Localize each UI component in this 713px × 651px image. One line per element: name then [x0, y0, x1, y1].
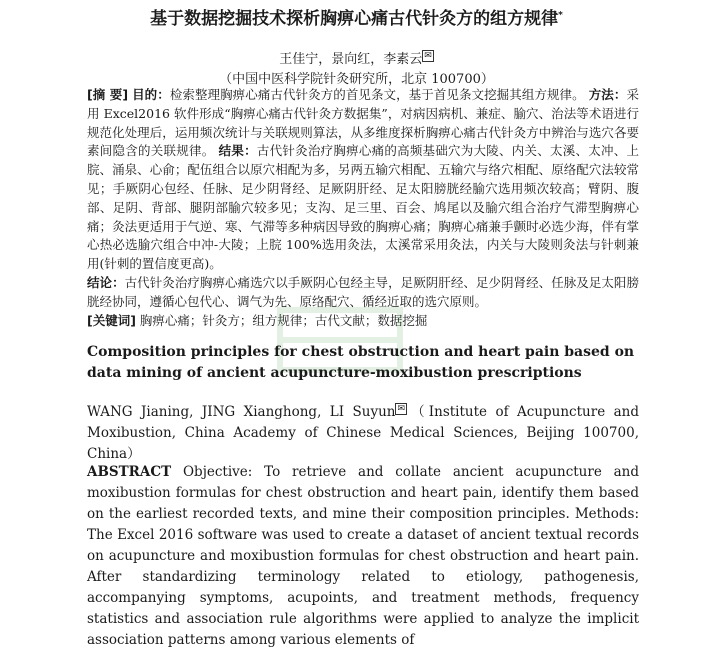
- english-title: Composition principles for chest obstruction and heart pain based on data mining of ancient acupuncture-moxibustion prescriptions: [87, 344, 635, 381]
- methods-label: 方法：: [588, 87, 627, 102]
- keywords-text: 胸痹心痛；针灸方；组方规律；古代文献；数据挖掘: [139, 312, 428, 328]
- results-label: 结果：: [218, 143, 257, 159]
- mail-icon: ✉: [424, 50, 432, 61]
- english-affiliation: （Institute of Acupuncture and Moxibustion, China Academy of Chinese Medical Sciences, Beijing 100700, China）: [87, 404, 639, 462]
- chinese-title: [0, 4, 713, 29]
- objective-text: 检索整理胸痹心痛古代针灸方的首见条文，基于首见条文挖掘其组方规律。: [169, 87, 585, 102]
- chinese-authors-text: 王佳宁，景向红，李素云: [279, 52, 423, 67]
- chinese-affiliation: （中国中医科学院针灸研究所，北京 100700）: [219, 72, 494, 87]
- chinese-title-text: 基于数据挖掘技术探析胸痹心痛古代针灸方的组方规律: [150, 9, 559, 29]
- conclusion-text: 古代针灸治疗胸痹心痛选穴以手厥阴心包经主导，足厥阴肝经、足少阴肾经、任脉及足太阳膀胱经协同，遵循心包代心、调气为先、原络配穴、循经近取的选穴原则。: [87, 274, 639, 309]
- conclusion-label: 结论：: [87, 274, 125, 290]
- results-text: 古代针灸治疗胸痹心痛的高频基础穴为大陵、内关、太溪、太冲、上脘、涌泉、心俞；配伍组合以原穴相配为多，另两五输穴相配、五输穴与络穴相配、原络配穴法较常见；手厥阴心包经、任脉、足少阴肾经、足厥阴肝经、足太阳膀胱经腧穴选用频次较高；臂阴、腹部、足阴、背部、腿阴部腧穴较多见；支沟、足三里、百会、鸠尾以及腧穴组合治疗气滞型胸痹心痛；灸法更适用于气逆、寒、气滞等多种病因导致的胸痹心痛；胸痹心痛兼手颤时必选少海，伴有掌心热必选腧穴组合中冲-大陵；上脘 100%选用灸法，太溪常采用灸法，内关与大陵则灸法与针刺兼用(针刺的置信度更高)。: [87, 143, 639, 272]
- mail-icon: ✉: [397, 403, 406, 414]
- methods-text: 采用 Excel2016 软件形成“胸痹心痛古代针灸方数据集”，对病因病机、兼症、腧穴、治法等术语进行规范化处理后，运用频次统计与关联规则算法，从多维度探析胸痹心痛古代针灸方中辨治与选穴各要素间隐含的关联规律。: [87, 87, 639, 159]
- keywords-label: [关键词]: [87, 312, 136, 328]
- chinese-authors: [0, 48, 713, 67]
- english-authors-text: WANG Jianing, JING Xianghong, LI Suyun: [87, 404, 396, 420]
- abstract-label: [摘 要]: [87, 87, 129, 102]
- english-authors: [87, 402, 639, 465]
- english-abstract-label: ABSTRACT: [87, 464, 172, 480]
- english-abstract: [87, 462, 639, 651]
- objective-label: 目的：: [132, 87, 170, 102]
- title-footnote-mark: *: [558, 10, 563, 21]
- english-abstract-text: Objective: To retrieve and collate ancient acupuncture and moxibustion formulas for chest obstruction and heart pain, identify them based on the earliest recorded texts, and mine their composition principles. Methods: The Excel 2016 software was used to create a dataset of ancient textual records on acupuncture and moxibustion formulas for chest obstruction and heart pain. After standardizing terminology related to etiology, pathogenesis, accompanying symptoms, acupoints, and treatment methods, frequency statistics and association rule algorithms were applied to analyze the implicit association patterns among various elements of: [87, 464, 640, 648]
- chinese-abstract: [87, 86, 639, 330]
